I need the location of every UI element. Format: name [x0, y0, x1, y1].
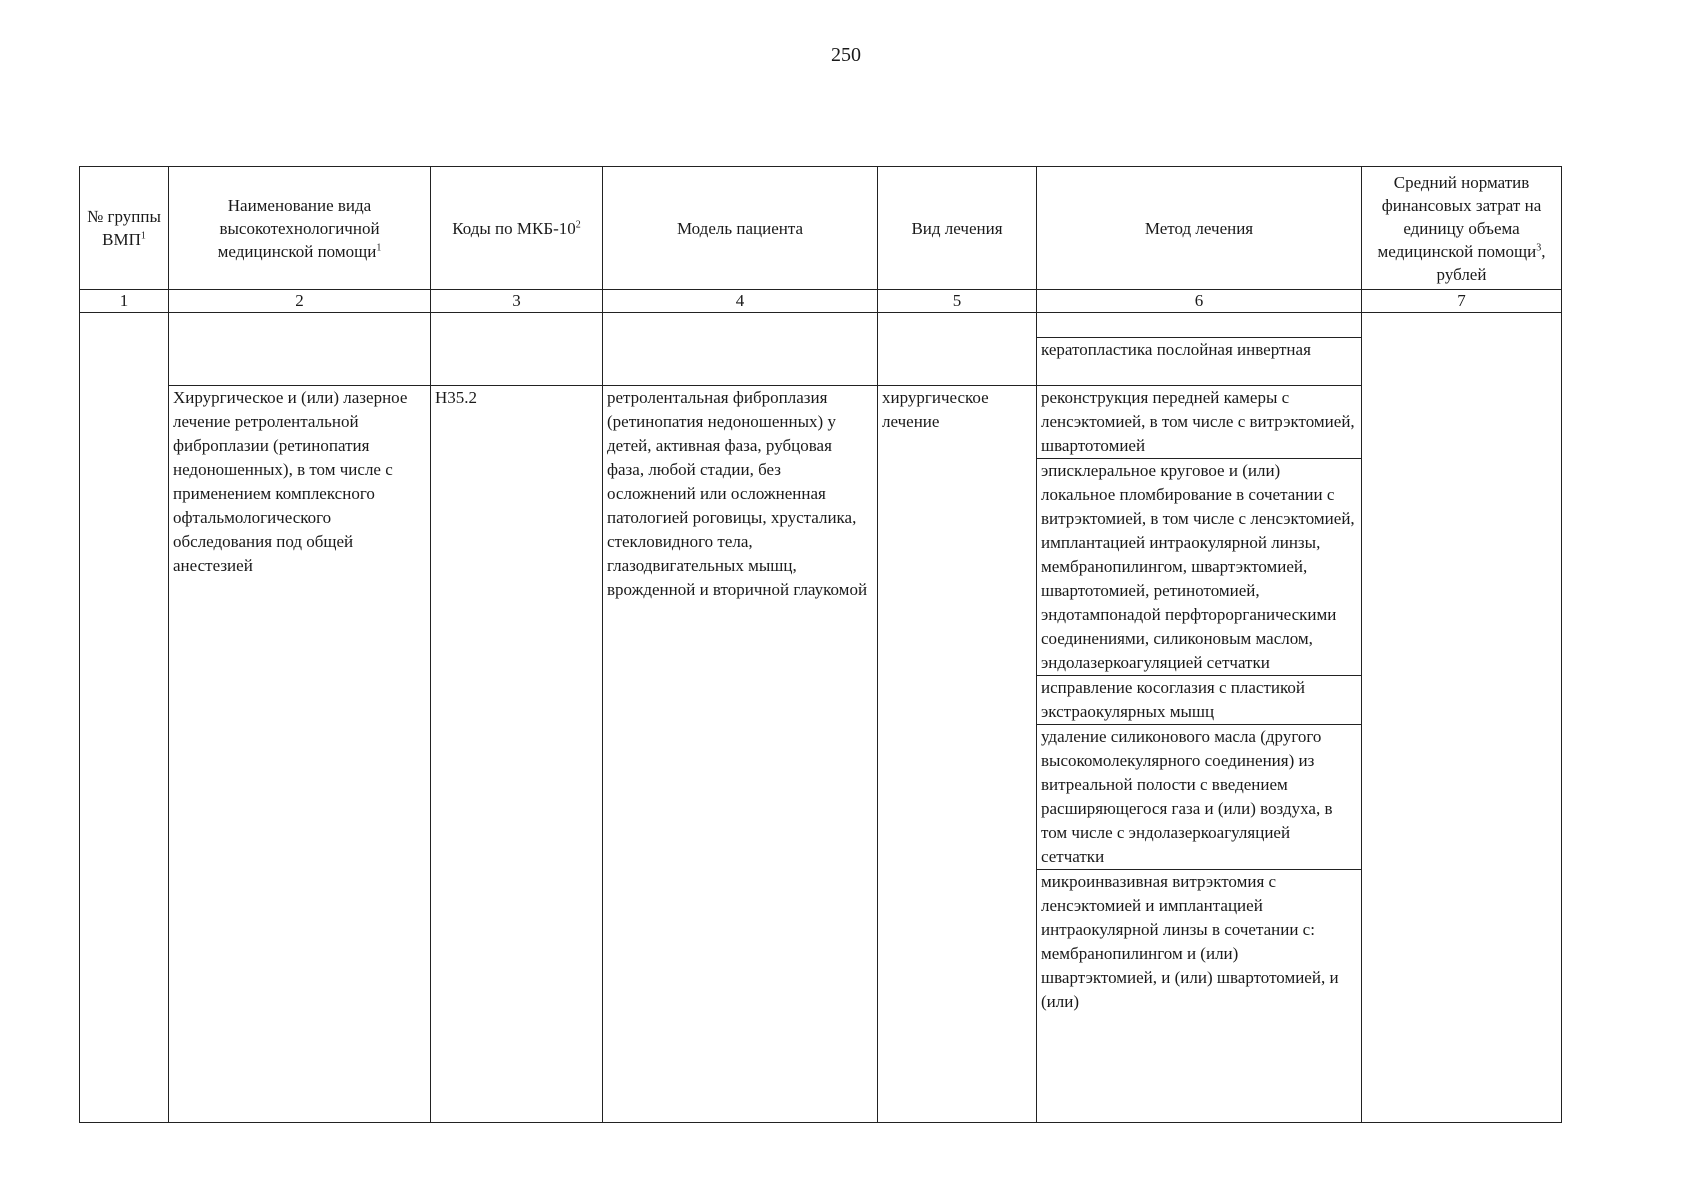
cell-empty	[878, 313, 1037, 386]
method-block: исправление косоглазия с пластикой экстраокулярных мышц	[1037, 676, 1361, 725]
cell-care-name: Хирургическое и (или) лазерное лечение ретролентальной фиброплазии (ретинопатия недоношенных), в том числе с применением комплексного офтальмологического обследования под общей анестезией	[169, 386, 431, 1123]
column-number: 4	[603, 290, 878, 313]
method-block: микроинвазивная витрэктомия с ленсэктомией и имплантацией интраокулярной линзы в сочетании с: мембранопилингом и (или) швартэктомией, и (или) швартотомией, и (или)	[1041, 872, 1339, 1011]
header-patient-model: Модель пациента	[603, 167, 878, 290]
cell-empty	[431, 313, 603, 386]
cell-treatment-type: хирургическое лечение	[878, 386, 1037, 1123]
column-number: 3	[431, 290, 603, 313]
table-row	[80, 386, 1562, 1123]
method-block: эписклеральное круговое и (или) локальное пломбирование в сочетании с витрэктомией, в том числе с ленсэктомией, имплантацией интраокулярной линзы, мембранопилингом, швартэктомией, швартотомией, ретинотомией, эндотампонадой перфторорганическими соединениями, силиконовым маслом, эндолазеркоагуляцией сетчатки	[1037, 459, 1361, 676]
page-number: 250	[831, 44, 861, 66]
cell-icd-codes: H35.2	[431, 386, 603, 1123]
cell-empty	[603, 313, 878, 386]
column-number: 5	[878, 290, 1037, 313]
header-care-name: Наименование вида высокотехнологичной медицинской помощи$^1$	[169, 167, 431, 290]
header-icd-codes: Коды по МКБ-$10^2$	[431, 167, 603, 290]
cell-empty	[169, 313, 431, 386]
column-number: 7	[1362, 290, 1562, 313]
method-block: реконструкция передней камеры с ленсэктомией, в том числе с витрэктомией, швартотомией	[1037, 386, 1361, 459]
header-treatment-type: Вид лечения	[878, 167, 1037, 290]
cell-methods	[1037, 386, 1362, 1123]
cell-cost	[1362, 313, 1562, 1123]
header-row	[80, 167, 1562, 290]
header-cost-standard: Средний норматив финансовых затрат на единицу объема медицинской помощи$^3$, рублей	[1362, 167, 1562, 290]
column-number: 2	[169, 290, 431, 313]
cell-methods-continued	[1037, 313, 1362, 386]
method-block: кератопластика послойная инвертная	[1041, 340, 1311, 359]
header-treatment-method: Метод лечения	[1037, 167, 1362, 290]
header-group-number: № группы ВМП$^1$	[80, 167, 169, 290]
column-number: 6	[1037, 290, 1362, 313]
cell-patient-model: ретролентальная фиброплазия (ретинопатия недоношенных) у детей, активная фаза, рубцовая фаза, любой стадии, без осложнений или осложненная патологией роговицы, хрусталика, стекловидного тела, глазодвигательных мышц, врожденной и вторичной глаукомой	[603, 386, 878, 1123]
table-row-continued	[80, 313, 1562, 386]
column-number-row	[80, 290, 1562, 313]
vmp-table	[79, 166, 1562, 1123]
column-number: 1	[80, 290, 169, 313]
method-block-empty	[1037, 313, 1361, 338]
method-block: удаление силиконового масла (другого высокомолекулярного соединения) из витреальной полости с введением расширяющегося газа и (или) воздуха, в том числе с эндолазеркоагуляцией сетчатки	[1037, 725, 1361, 870]
cell-group-number	[80, 313, 169, 1123]
